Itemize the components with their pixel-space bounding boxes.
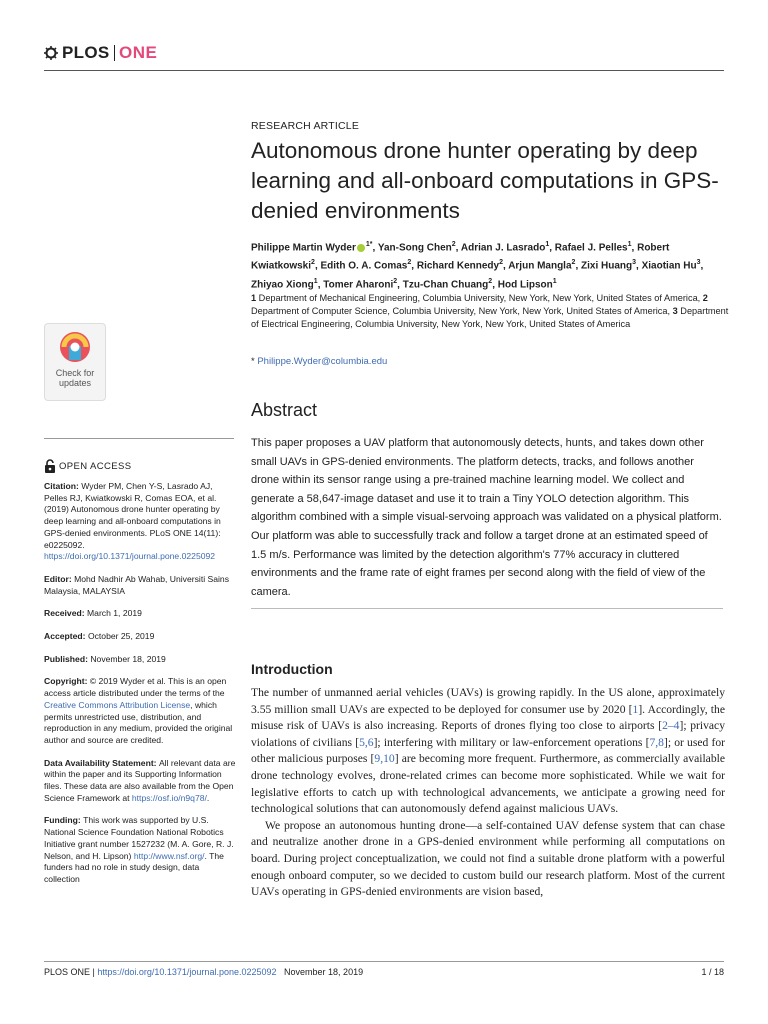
crossmark-icon: [45, 324, 105, 368]
plos-gear-icon: [44, 46, 58, 60]
logo-plos-text: PLOS: [62, 43, 110, 62]
sidebar-block: [44, 481, 236, 563]
footer: [44, 967, 363, 977]
sidebar-label: Copyright:: [44, 676, 90, 687]
affiliation-text: Department of Mechanical Engineering, Columbia University, New York, New York, United States of America,: [256, 293, 703, 303]
sidebar-link[interactable]: https://osf.io/n9q78/: [131, 792, 207, 803]
author-name: Tzu-Chan Chuang: [402, 278, 489, 290]
author-name: Tomer Aharoni: [323, 278, 394, 290]
page-number: 1 / 18: [701, 967, 724, 977]
author-affiliation-mark: 1*: [365, 241, 373, 248]
sidebar-label: Editor:: [44, 573, 75, 584]
author-name: Rafael J. Pelles: [554, 242, 628, 254]
author-name: Yan-Song Chen: [377, 242, 452, 254]
logo-divider: [114, 45, 116, 61]
author-affiliation-mark: 1: [627, 241, 632, 248]
affiliation-number: 1: [251, 293, 257, 303]
sidebar-text: November 18, 2019: [90, 653, 166, 664]
header-rule: [44, 70, 724, 71]
sidebar-label: Data Availability Statement:: [44, 757, 159, 768]
author-name: Adrian J. Lasrado: [460, 242, 546, 254]
author-affiliation-mark: 2: [393, 277, 398, 285]
author-affiliation-mark: 1: [552, 277, 557, 285]
footer-journal: PLOS ONE: [44, 967, 91, 977]
sidebar-text: October 25, 2019: [87, 631, 155, 642]
footer-date: November 18, 2019: [284, 967, 364, 977]
sidebar-text: All relevant data are within the paper and its Supporting Information files. These data are also available from the Open Science Framework at: [44, 757, 236, 803]
author-name: Zixi Huang: [581, 260, 633, 272]
footer-doi-link[interactable]: https://doi.org/10.1371/journal.pone.0225092: [97, 967, 277, 977]
author-affiliation-mark: 2: [488, 277, 493, 285]
check-updates-line2: updates: [58, 378, 92, 388]
abstract-heading: Abstract: [251, 400, 318, 420]
sidebar-text: Mohd Nadhir Ab Wahab, Universiti Sains Malaysia, MALAYSIA: [44, 573, 229, 596]
affiliation-text: Department of Electrical Engineering, Columbia University, New York, New York, United States of America: [251, 306, 729, 329]
intro-text: ]; interfering with military or law-enforcement operations [: [373, 735, 650, 749]
author-name: Edith O. A. Comas: [320, 260, 408, 272]
open-access-label: [44, 459, 132, 473]
sidebar-block: [44, 654, 236, 666]
sidebar-text: This work was supported by U.S. National Science Foundation National Robotics Initiative grant number 1527232 (M. A. Gore, R. J. Nelson, and H. Lipson): [44, 815, 234, 861]
plos-one-logo[interactable]: [44, 41, 157, 65]
author-name: Philippe Martin Wyder: [251, 242, 356, 254]
sidebar-link[interactable]: https://doi.org/10.1371/journal.pone.0225092: [44, 551, 216, 562]
intro-text: The number of unmanned aerial vehicles (UAVs) is growing rapidly. In the US alone, approximately 3.55 million small UAVs are expected to be deployed for consumer use by 2020 [: [251, 686, 725, 716]
author-affiliation-mark: 1: [313, 277, 318, 285]
sidebar-text: . The funders had no role in study design, data collection: [44, 850, 224, 884]
sidebar-text: © 2019 Wyder et al. This is an open access article distributed under the terms of the: [44, 676, 227, 699]
article-type: RESEARCH ARTICLE: [251, 120, 360, 132]
check-updates-line1: Check for: [55, 368, 95, 378]
intro-text: ]; or used for other malicious purposes [: [251, 735, 725, 766]
citation-link[interactable]: 9,10: [374, 752, 395, 766]
sidebar-block: [44, 631, 236, 643]
check-for-updates-badge[interactable]: [44, 323, 106, 401]
article-title: Autonomous drone hunter operating by deep learning and all-onboard computations in GPS-denied environments: [251, 138, 719, 223]
intro-text: ]; privacy violations of civilians [: [251, 719, 725, 749]
sidebar-label: Received:: [44, 608, 87, 619]
affiliation-number: 3: [672, 306, 678, 316]
author-list: Philippe Martin Wyder $^{1*}$, Yan-Song Chen$^2$, Adrian J. Lasrado$^1$, Rafael J. Pelles$^1$, Robert Kwiatkowski$^2$, Edith O. A. Comas$^2$, Richard Kennedy$^2$, Arjun Mangla$^2$, Zixi Huang$^3$, Xiaotian Hu$^3$, Zhiyao Xiong$^1$, Tomer Aharoni$^2$, Tzu-Chan Chuang$^2$, Hod Lipson$^1$: [251, 241, 704, 290]
author-affiliation-mark: 2: [571, 259, 576, 267]
author-affiliation-mark: 2: [407, 259, 412, 267]
logo-one-text: ONE: [119, 43, 158, 62]
sidebar-block: [44, 815, 236, 885]
author-affiliation-mark: 2: [499, 259, 503, 267]
sidebar-block: [44, 608, 236, 620]
abstract-rule: [251, 608, 723, 609]
citation-link[interactable]: 2–4: [662, 719, 680, 733]
intro-text: We propose an autonomous hunting drone—a self-contained UAV defense system that can chase and neutralize another drone in a GPS-denied environment while performing all computations on board. During project conceptualization, we could not find a suitable drone platform with a powerful enough onboard computer, so we decided to custom build our research platform. Most of the current UAVs operating in GPS-denied environments are vision based,: [251, 818, 725, 899]
sidebar-block: [44, 758, 236, 805]
sidebar-text: March 1, 2019: [87, 608, 142, 619]
introduction-body: [251, 685, 725, 901]
author-name: Robert Kwiatkowski: [251, 242, 670, 272]
footer-separator: |: [90, 967, 98, 977]
sidebar-label: Citation:: [44, 481, 82, 491]
sidebar-text: , which permits unrestricted use, distribution, and reproduction in any medium, provided the original author and source are credited.: [44, 699, 233, 745]
sidebar-label: Funding:: [44, 815, 84, 826]
citation-link[interactable]: 1: [632, 702, 639, 716]
abstract-text: This paper proposes a UAV platform that autonomously detects, hunts, and takes down other small UAVs in GPS-denied environments. The platform detects, tracks, and follows another drone within its sensor range using a pre-trained machine learning model. We collect and generate a 58,647-image dataset and use it to train a Tiny YOLO detection algorithm. This algorithm combined with a simple visual-servoing approach was validated on a physical platform. Our platform was able to successfully track and follow a target drone at an estimated speed of 1.5 m/s. Performance was limited by the detection algorithm's 77% accuracy in cluttered environments and the frame rate of eight frames per second along with the field of view of the camera.: [251, 437, 722, 598]
email-link[interactable]: Philippe.Wyder@columbia.edu: [257, 356, 388, 367]
sidebar-rule: [44, 438, 234, 439]
affiliation-number: 2: [702, 293, 708, 303]
intro-paragraph: [251, 818, 725, 901]
author-affiliation-mark: 3: [632, 259, 637, 267]
author-name: Richard Kennedy: [416, 260, 500, 272]
orcid-icon[interactable]: [357, 244, 365, 252]
sidebar-label: Published:: [44, 653, 91, 664]
author-affiliation-mark: 1: [545, 241, 550, 248]
sidebar-label: Accepted:: [44, 631, 88, 642]
affiliation-text: Department of Computer Science, Columbia University, New York, New York, United States of America,: [251, 306, 673, 316]
sidebar-link[interactable]: http://www.nsf.org/: [133, 850, 205, 861]
open-lock-icon: [44, 459, 56, 473]
open-access-text: OPEN ACCESS: [59, 460, 132, 472]
author-name: Hod Lipson: [497, 278, 553, 290]
author-affiliation-mark: 2: [451, 241, 456, 248]
author-affiliation-mark: 2: [311, 259, 315, 267]
author-name: Arjun Mangla: [508, 260, 572, 272]
author-affiliation-mark: 3: [696, 259, 701, 267]
sidebar-text: .: [206, 792, 210, 803]
intro-paragraph: [251, 685, 725, 818]
introduction-heading: Introduction: [251, 661, 333, 677]
author-name: Zhiyao Xiong: [251, 278, 314, 290]
footer-rule: [44, 961, 724, 962]
sidebar-link[interactable]: Creative Commons Attribution License: [44, 699, 191, 710]
citation-link[interactable]: 5,6: [359, 735, 374, 749]
intro-text: ]. Accordingly, the misuse risk of UAVs is also increasing. Reports of drones flying too close to airports [: [251, 702, 725, 733]
sidebar-block: [44, 574, 236, 597]
sidebar-block: [44, 676, 236, 746]
article-info-sidebar: [44, 481, 236, 897]
check-updates-label: [45, 368, 105, 388]
author-name: Xiaotian Hu: [641, 260, 697, 272]
intro-text: ] are becoming more frequent. Furthermore, as commercially available drone technology evolves, drone-related crimes can become more sophisticated. While we wait for legislative efforts to catch up with technological advancements, we anticipate a growing need for technological solutions that can autonomously defend against malicious UAVs.: [251, 752, 725, 816]
affiliations: [251, 292, 731, 331]
corresponding-email: * Philippe.Wyder@columbia.edu: [251, 356, 388, 367]
sidebar-text: Wyder PM, Chen Y-S, Lasrado AJ, Pelles RJ, Kwiatkowski R, Comas EOA, et al. (2019) Autonomous drone hunter operating by deep learning and all-onboard computations in GPS-denied environments. PLoS ONE 14(11): e0225092.: [44, 481, 221, 550]
citation-link[interactable]: 7,8: [649, 735, 664, 749]
